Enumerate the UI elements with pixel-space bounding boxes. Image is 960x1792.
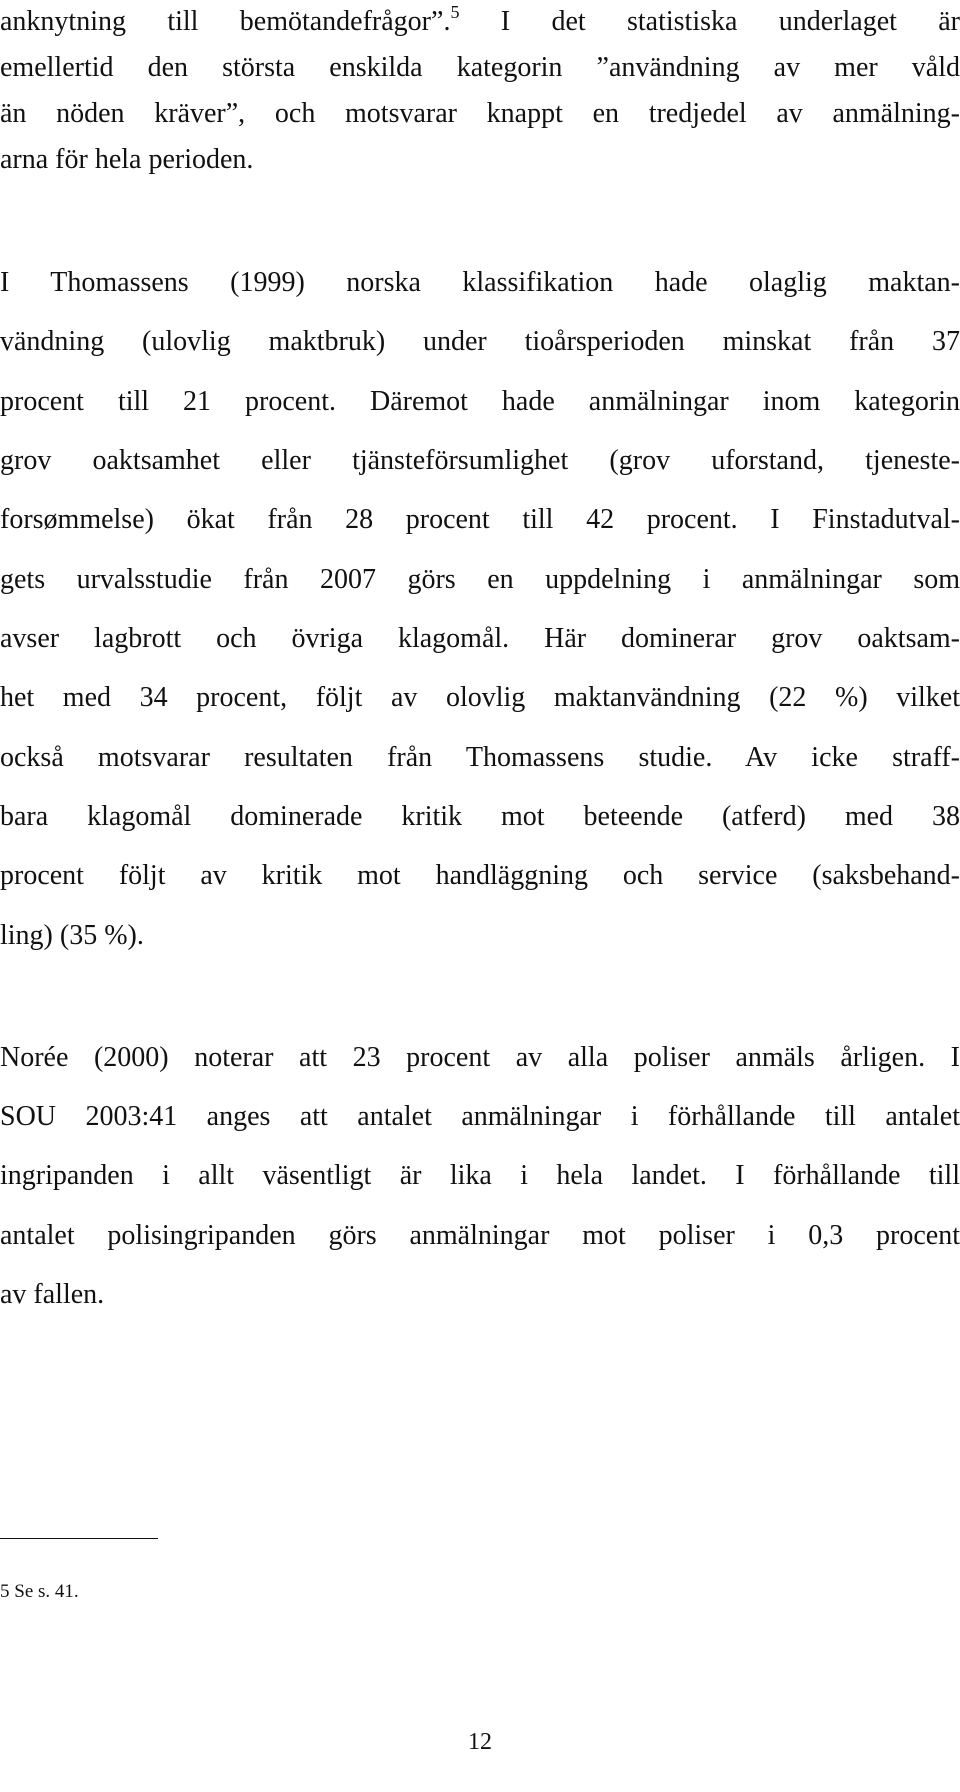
- paragraph-2-line-4: grov oaktsamhet eller tjänsteförsumlighet (grov uforstand, tjeneste-: [0, 445, 960, 476]
- paragraph-2-line-11: procent följt av kritik mot handläggning och service (saksbehand-: [0, 860, 960, 891]
- paragraph-2-line-8: het med 34 procent, följt av olovlig maktanvändning (22 %) vilket: [0, 682, 960, 713]
- paragraph-3-line-2: SOU 2003:41 anges att antalet anmälningar i förhållande till antalet: [0, 1101, 960, 1132]
- paragraph-2-line-1: I Thomassens (1999) norska klassifikation hade olaglig maktan-: [0, 267, 960, 298]
- paragraph-3-line-3: ingripanden i allt väsentligt är lika i hela landet. I förhållande till: [0, 1160, 960, 1191]
- page-number: 12: [468, 1729, 492, 1755]
- footnote-text: 5 Se s. 41.: [0, 1581, 79, 1602]
- paragraph-2-line-3: procent till 21 procent. Däremot hade anmälningar inom kategorin: [0, 386, 960, 417]
- paragraph-2-line-10: bara klagomål dominerade kritik mot beteende (atferd) med 38: [0, 801, 960, 832]
- paragraph-2-line-6: gets urvalsstudie från 2007 görs en uppdelning i anmälningar som: [0, 564, 960, 595]
- paragraph-2-line-9: också motsvarar resultaten från Thomassens studie. Av icke straff-: [0, 742, 960, 773]
- paragraph-3-line-4: antalet polisingripanden görs anmälningar mot poliser i 0,3 procent: [0, 1220, 960, 1251]
- paragraph-2-line-5: forsømmelse) ökat från 28 procent till 42 procent. I Finstadutval-: [0, 504, 960, 535]
- paragraph-1-line-2: emellertid den största enskilda kategorin ”användning av mer våld: [0, 52, 960, 83]
- paragraph-1-line-1-after: I det statistiska underlaget är: [459, 6, 960, 37]
- paragraph-1-line-1-before: anknytning till bemötandefrågor”.: [0, 6, 451, 37]
- paragraph-1-line-4: arna för hela perioden.: [0, 144, 254, 175]
- paragraph-1-line-3: än nöden kräver”, och motsvarar knappt en tredjedel av anmälning-: [0, 98, 960, 129]
- paragraph-2-line-7: avser lagbrott och övriga klagomål. Här dominerar grov oaktsam-: [0, 623, 960, 654]
- paragraph-2-line-12: ling) (35 %).: [0, 920, 144, 951]
- paragraph-2-line-2: vändning (ulovlig maktbruk) under tioårsperioden minskat från 37: [0, 326, 960, 357]
- footnote-reference[interactable]: 5: [450, 2, 460, 22]
- paragraph-1-line-1: [0, 2, 960, 42]
- paragraph-3-line-5: av fallen.: [0, 1279, 105, 1310]
- footnote-separator: [0, 1538, 158, 1539]
- paragraph-3-line-1: Norée (2000) noterar att 23 procent av alla poliser anmäls årligen. I: [0, 1042, 960, 1073]
